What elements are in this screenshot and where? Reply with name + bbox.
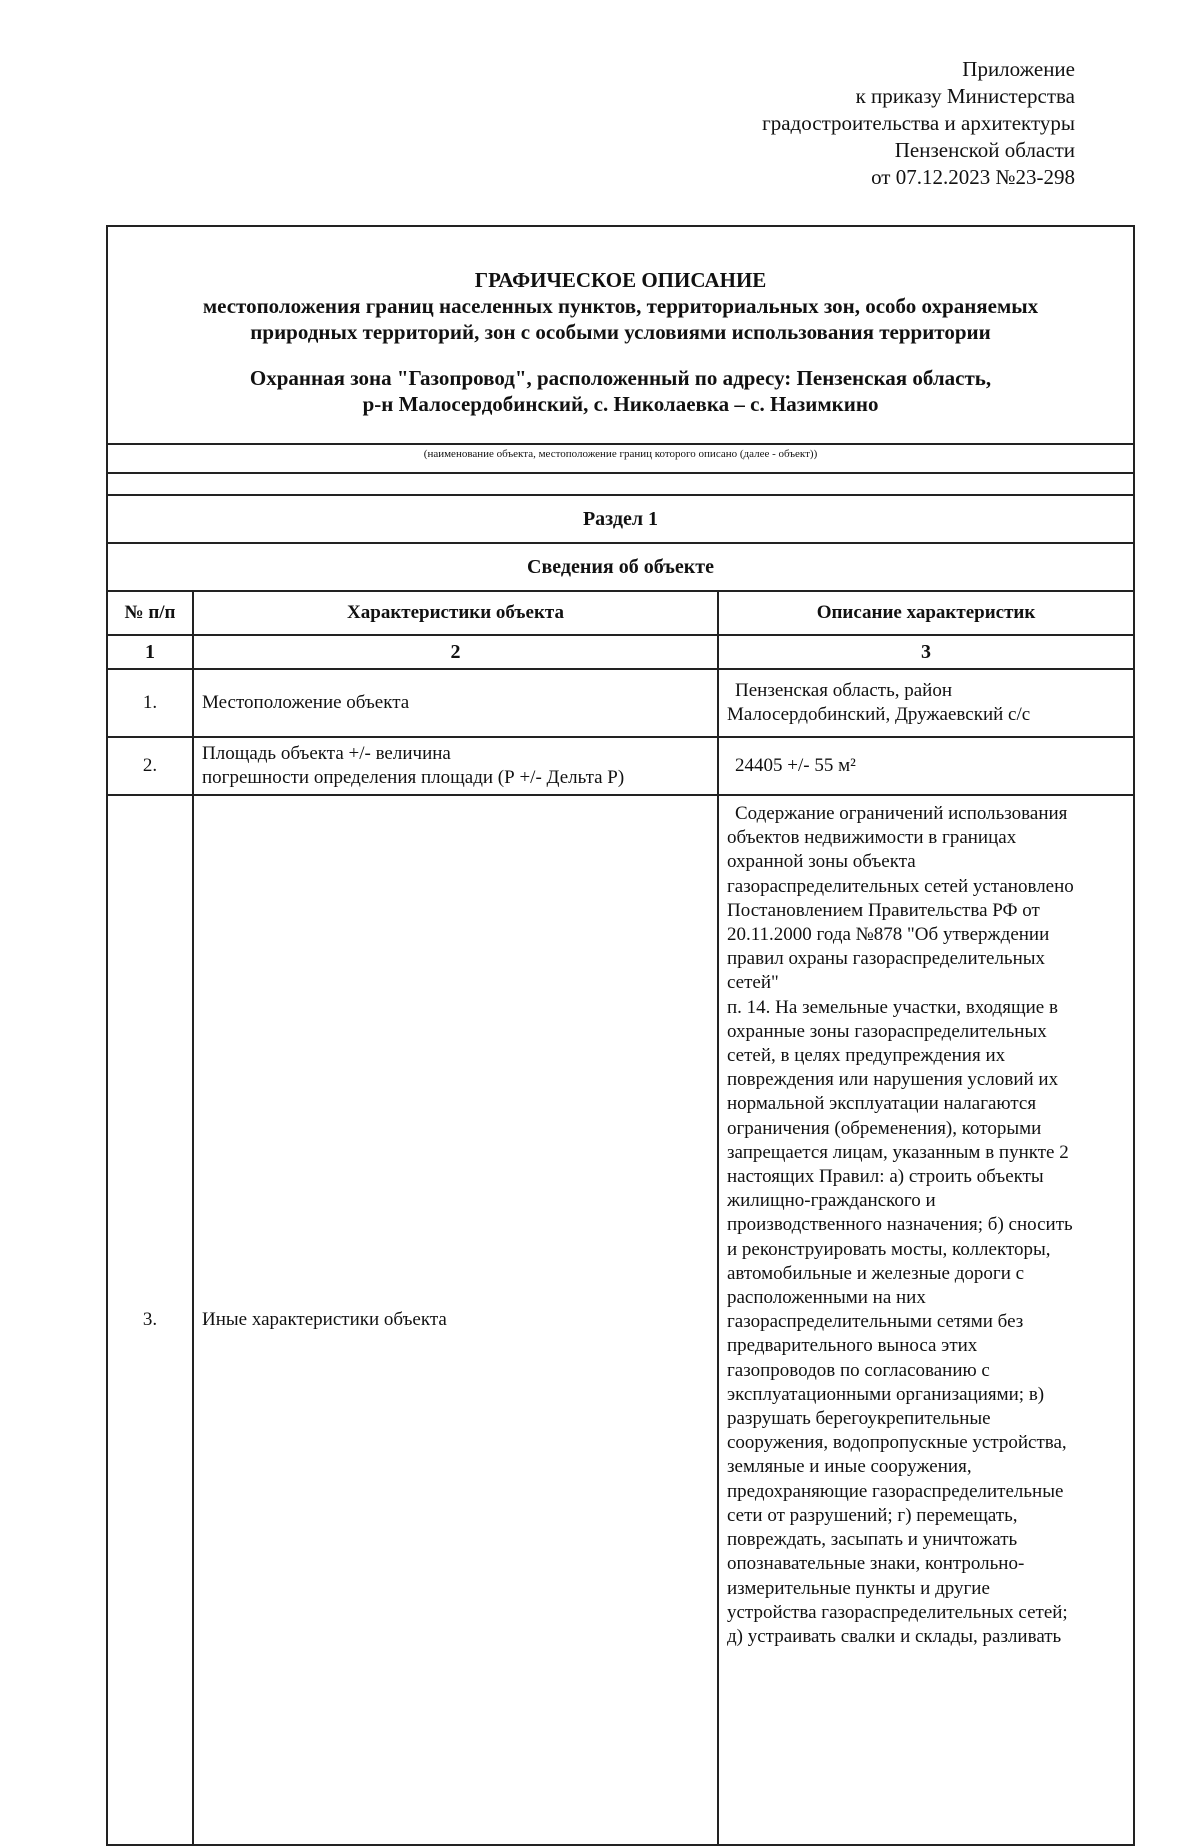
row-characteristic bbox=[193, 795, 718, 1845]
description-line: производственного назначения; б) сносить bbox=[727, 1214, 1073, 1236]
blank-row bbox=[107, 473, 1134, 495]
row-characteristic bbox=[193, 669, 718, 737]
description-line: охранные зоны газораспределительных bbox=[727, 1020, 1047, 1042]
object-info-table bbox=[106, 225, 1135, 1846]
section-heading: Сведения об объекте bbox=[107, 543, 1134, 591]
document-title: ГРАФИЧЕСКОЕ ОПИСАНИЕ bbox=[474, 268, 767, 292]
description-line: Пензенская область, район bbox=[735, 680, 953, 701]
description-line: Малосердобинский, Дружаевский с/с bbox=[727, 704, 1031, 725]
row-description bbox=[718, 795, 1134, 1845]
approval-line: от 07.12.2023 №23-298 bbox=[871, 165, 1075, 189]
characteristic-line: Площадь объекта +/- величина bbox=[202, 743, 451, 764]
column-number: 3 bbox=[718, 635, 1134, 669]
description-line: газораспределительных сетей установлено bbox=[727, 875, 1074, 897]
description-line: Содержание ограничений использования bbox=[735, 803, 1068, 824]
description-line: газопроводов по согласованию с bbox=[727, 1359, 990, 1381]
description-line: настоящих Правил: а) строить объекты bbox=[727, 1166, 1044, 1188]
description-line: нормальной эксплуатации налагаются bbox=[727, 1093, 1037, 1115]
approval-line: Пензенской области bbox=[894, 138, 1075, 162]
approval-line: к приказу Министерства bbox=[855, 84, 1075, 108]
description-line: объектов недвижимости в границах bbox=[727, 827, 1017, 849]
description-line: и реконструировать мосты, коллекторы, bbox=[727, 1238, 1051, 1260]
description-line: повреждать, засыпать и уничтожать bbox=[727, 1529, 1018, 1551]
description-line: правил охраны газораспределительных bbox=[727, 948, 1046, 970]
description-line: сетей" bbox=[727, 972, 779, 994]
section-label: Раздел 1 bbox=[107, 495, 1134, 543]
characteristic-line: Иные характеристики объекта bbox=[202, 1309, 447, 1330]
description-line: предварительного выноса этих bbox=[727, 1335, 978, 1357]
object-caption: (наименование объекта, местоположение границ которого описано (далее - объект)) bbox=[107, 444, 1134, 473]
column-header: Описание характеристик bbox=[718, 591, 1134, 635]
row-index: 2. bbox=[107, 737, 193, 795]
description-line: д) устраивать свалки и склады, разливать bbox=[727, 1625, 1062, 1647]
characteristic-line: Местоположение объекта bbox=[202, 692, 410, 713]
description-line: земляные и иные сооружения, bbox=[727, 1456, 972, 1478]
description-line: предохраняющие газораспределительные bbox=[727, 1480, 1064, 1502]
table-row bbox=[107, 737, 1134, 795]
approval-line: Приложение bbox=[962, 57, 1075, 81]
description-line: устройства газораспределительных сетей; bbox=[727, 1601, 1068, 1623]
row-description bbox=[718, 737, 1134, 795]
description-line: жилищно-гражданского и bbox=[727, 1190, 936, 1212]
column-header: Характеристики объекта bbox=[193, 591, 718, 635]
description-line: эксплуатационными организациями; в) bbox=[727, 1383, 1045, 1405]
description-line: п. 14. На земельные участки, входящие в bbox=[727, 996, 1058, 1018]
description-line: разрушать берегоукрепительные bbox=[727, 1408, 991, 1430]
description-line: сооружения, водопропускные устройства, bbox=[727, 1432, 1067, 1454]
description-line: измерительные пункты и другие bbox=[727, 1577, 990, 1599]
description-line: охранной зоны объекта bbox=[727, 851, 916, 873]
column-number-row bbox=[107, 635, 1134, 669]
description-line: 24405 +/- 55 м² bbox=[735, 755, 856, 776]
document-subtitle-line: местоположения границ населенных пунктов, территориальных зон, особо охраняемых bbox=[202, 294, 1039, 318]
document-subtitle-line: природных территорий, зон с особыми условиями использования территории bbox=[250, 320, 991, 344]
title-block bbox=[107, 226, 1134, 444]
object-name-line: Охранная зона "Газопровод", расположенный по адресу: Пензенская область, bbox=[249, 366, 992, 390]
column-number: 2 bbox=[193, 635, 718, 669]
description-line: опознавательные знаки, контрольно- bbox=[727, 1553, 1025, 1575]
table-header-row bbox=[107, 591, 1134, 635]
description-line: ограничения (обременения), которыми bbox=[727, 1117, 1042, 1139]
description-line: Постановлением Правительства РФ от bbox=[727, 899, 1040, 921]
description-line: автомобильные и железные дороги с bbox=[727, 1262, 1025, 1284]
description-line: сети от разрушений; г) перемещать, bbox=[727, 1504, 1018, 1526]
object-name-line: р-н Малосердобинский, с. Николаевка – с. Назимкино bbox=[362, 392, 879, 416]
row-characteristic bbox=[193, 737, 718, 795]
description-line: газораспределительными сетями без bbox=[727, 1311, 1024, 1333]
description-line: повреждения или нарушения условий их bbox=[727, 1069, 1059, 1091]
column-header: № п/п bbox=[107, 591, 193, 635]
row-index: 1. bbox=[107, 669, 193, 737]
description-line: 20.11.2000 года №878 "Об утверждении bbox=[727, 924, 1050, 946]
description-line: запрещается лицам, указанным в пункте 2 bbox=[727, 1141, 1069, 1163]
characteristic-line: погрешности определения площади (Р +/- Дельта Р) bbox=[202, 767, 625, 788]
table-row bbox=[107, 795, 1134, 1845]
table-row bbox=[107, 669, 1134, 737]
approval-header bbox=[762, 56, 1075, 191]
description-line: сетей, в целях предупреждения их bbox=[727, 1045, 1006, 1067]
description-line: расположенными на них bbox=[727, 1287, 926, 1309]
row-description bbox=[718, 669, 1134, 737]
row-index: 3. bbox=[107, 795, 193, 1845]
approval-line: градостроительства и архитектуры bbox=[762, 111, 1075, 135]
column-number: 1 bbox=[107, 635, 193, 669]
